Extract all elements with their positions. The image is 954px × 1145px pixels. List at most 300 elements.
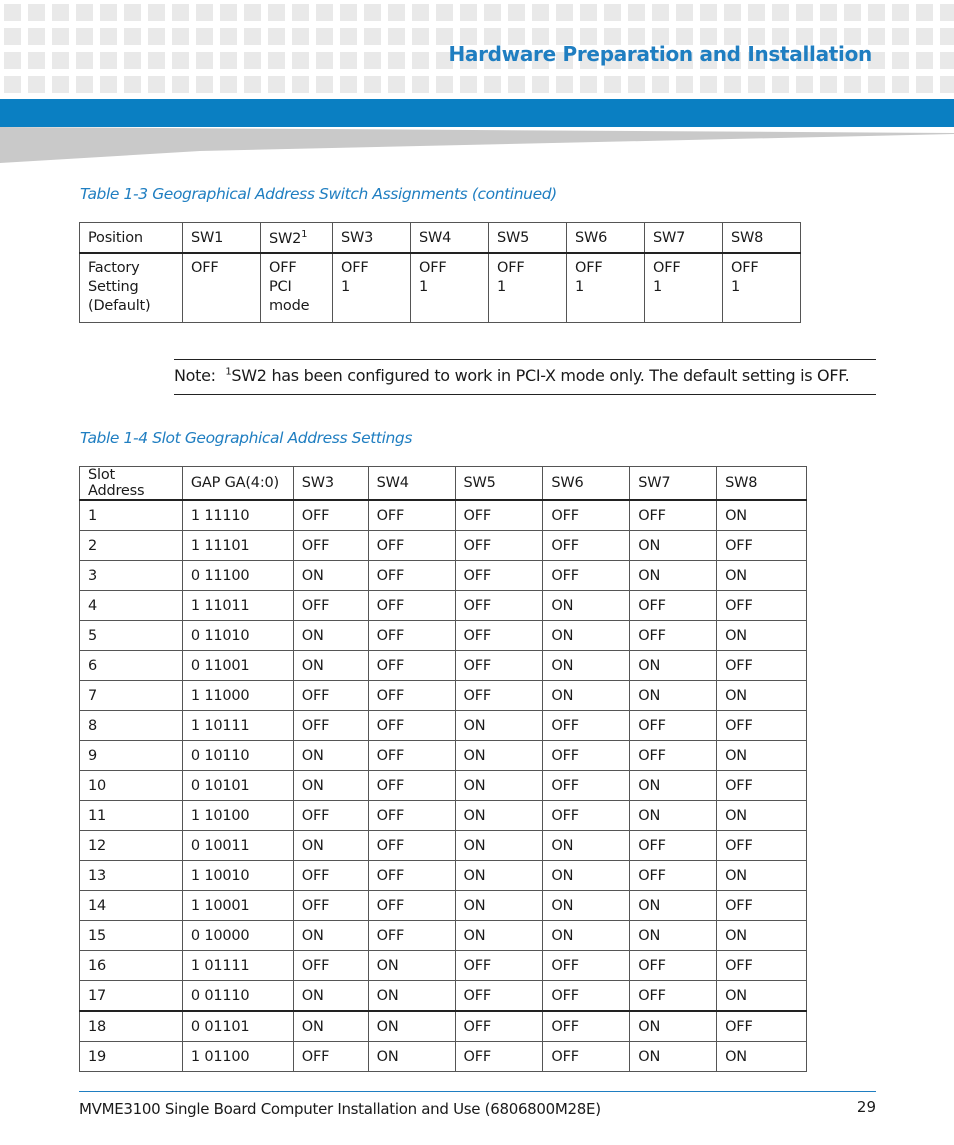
table-cell: 1 01100 bbox=[182, 1042, 293, 1072]
table-cell: 16 bbox=[80, 951, 183, 981]
cell-line: OFF bbox=[497, 260, 525, 276]
table-row bbox=[80, 621, 807, 651]
table-cell: OFF bbox=[455, 1011, 543, 1042]
table-cell: OFF bbox=[368, 531, 455, 561]
table-row bbox=[80, 771, 807, 801]
header-tile bbox=[484, 4, 501, 21]
table-row bbox=[80, 681, 807, 711]
table-cell: OFF bbox=[368, 801, 455, 831]
table-cell: OFF bbox=[543, 951, 630, 981]
table-cell: 1 11000 bbox=[182, 681, 293, 711]
table-cell: ON bbox=[543, 861, 630, 891]
table-row bbox=[80, 591, 807, 621]
table-cell: 19 bbox=[80, 1042, 183, 1072]
header-tile bbox=[124, 28, 141, 45]
header-cell: SW5 bbox=[455, 467, 543, 501]
table-cell: OFF bbox=[543, 1042, 630, 1072]
table-cell: ON bbox=[455, 711, 543, 741]
table-row bbox=[80, 651, 807, 681]
header-tile bbox=[220, 28, 237, 45]
table-cell: 0 01101 bbox=[182, 1011, 293, 1042]
table-cell: OFF bbox=[455, 621, 543, 651]
header-tile bbox=[340, 28, 357, 45]
header-tile bbox=[388, 52, 405, 69]
table-cell: ON bbox=[368, 1011, 455, 1042]
header-tile bbox=[892, 52, 909, 69]
table-cell: 7 bbox=[80, 681, 183, 711]
header-tile bbox=[676, 76, 693, 93]
header-tile bbox=[52, 4, 69, 21]
table-cell: ON bbox=[630, 891, 717, 921]
table-cell: OFF bbox=[368, 711, 455, 741]
table-cell: OFF bbox=[630, 741, 717, 771]
header-tile bbox=[220, 4, 237, 21]
table-cell: OFF bbox=[543, 531, 630, 561]
table-row bbox=[80, 253, 801, 323]
header-tile bbox=[148, 28, 165, 45]
table-cell: ON bbox=[717, 921, 807, 951]
cell-line: Factory bbox=[88, 260, 140, 276]
header-tile bbox=[76, 28, 93, 45]
table-cell: 1 10010 bbox=[182, 861, 293, 891]
table-cell: ON bbox=[717, 561, 807, 591]
header-cell: GAP GA(4:0) bbox=[182, 467, 293, 501]
header-tile bbox=[724, 4, 741, 21]
header-tile bbox=[172, 76, 189, 93]
header-tile bbox=[124, 76, 141, 93]
header-tile bbox=[76, 76, 93, 93]
table-cell: ON bbox=[293, 981, 368, 1012]
table-cell: OFF bbox=[293, 681, 368, 711]
header-tile bbox=[28, 4, 45, 21]
header-tile bbox=[196, 28, 213, 45]
table-cell: OFF bbox=[717, 591, 807, 621]
table-cell bbox=[567, 253, 645, 323]
table-cell: ON bbox=[293, 1011, 368, 1042]
header-tile bbox=[844, 4, 861, 21]
header-tile bbox=[412, 28, 429, 45]
header-tile bbox=[916, 52, 933, 69]
table-cell: ON bbox=[717, 741, 807, 771]
table-cell: 0 11010 bbox=[182, 621, 293, 651]
table-cell: ON bbox=[630, 801, 717, 831]
header-tile bbox=[244, 28, 261, 45]
header-tile bbox=[412, 52, 429, 69]
table-1-4-caption: Table 1-4 Slot Geographical Address Settings bbox=[80, 429, 413, 447]
table-1-3-caption: Table 1-3 Geographical Address Switch Assignments (continued) bbox=[80, 185, 557, 203]
header-cell: SW7 bbox=[630, 467, 717, 501]
header-tile bbox=[196, 52, 213, 69]
header-tile bbox=[940, 28, 954, 45]
table-cell: 9 bbox=[80, 741, 183, 771]
cell-line: mode bbox=[269, 298, 310, 314]
table-cell: ON bbox=[455, 921, 543, 951]
header-tile bbox=[196, 4, 213, 21]
table-cell: OFF bbox=[543, 771, 630, 801]
table-cell: 0 10000 bbox=[182, 921, 293, 951]
table-cell: ON bbox=[717, 981, 807, 1012]
table-cell: ON bbox=[543, 921, 630, 951]
table-cell: OFF bbox=[455, 561, 543, 591]
table-cell: ON bbox=[293, 741, 368, 771]
table-cell: OFF bbox=[293, 500, 368, 531]
header-tile bbox=[52, 52, 69, 69]
header-cell: Position bbox=[80, 223, 183, 254]
table-cell: OFF bbox=[368, 831, 455, 861]
header-tile bbox=[484, 76, 501, 93]
cell-line: OFF bbox=[269, 260, 297, 276]
table-cell: OFF bbox=[293, 891, 368, 921]
table-cell: ON bbox=[455, 861, 543, 891]
table-cell: OFF bbox=[717, 1011, 807, 1042]
header-tile bbox=[892, 76, 909, 93]
table-cell: 18 bbox=[80, 1011, 183, 1042]
header-cell: SW6 bbox=[543, 467, 630, 501]
table-cell bbox=[489, 253, 567, 323]
header-tile bbox=[820, 76, 837, 93]
table-cell: OFF bbox=[455, 531, 543, 561]
table-cell: OFF bbox=[368, 500, 455, 531]
header-tile bbox=[916, 76, 933, 93]
table-cell: ON bbox=[293, 621, 368, 651]
header-tile bbox=[4, 76, 21, 93]
header-tile bbox=[820, 4, 837, 21]
table-cell: 5 bbox=[80, 621, 183, 651]
table-cell: 1 bbox=[80, 500, 183, 531]
header-cell: SW5 bbox=[489, 223, 567, 254]
table-cell: ON bbox=[293, 831, 368, 861]
table-cell: OFF bbox=[717, 831, 807, 861]
footer-doc-title: MVME3100 Single Board Computer Installation and Use (6806800M28E) bbox=[79, 1100, 601, 1118]
note-label: Note: bbox=[174, 366, 216, 385]
table-cell: ON bbox=[455, 831, 543, 861]
table-cell: OFF bbox=[293, 801, 368, 831]
table-cell: 1 10100 bbox=[182, 801, 293, 831]
header-tile bbox=[892, 4, 909, 21]
table-cell: ON bbox=[543, 831, 630, 861]
header-tile bbox=[28, 28, 45, 45]
header-tile bbox=[148, 76, 165, 93]
header-tile bbox=[292, 76, 309, 93]
table-cell: ON bbox=[630, 921, 717, 951]
table-cell: 8 bbox=[80, 711, 183, 741]
header-tile bbox=[628, 76, 645, 93]
table-cell: ON bbox=[455, 801, 543, 831]
header-tile bbox=[916, 4, 933, 21]
table-cell: 15 bbox=[80, 921, 183, 951]
table-cell: ON bbox=[630, 681, 717, 711]
header-tile bbox=[532, 76, 549, 93]
table-cell bbox=[183, 253, 261, 323]
table-cell bbox=[261, 253, 333, 323]
header-tile bbox=[940, 76, 954, 93]
header-tile bbox=[460, 76, 477, 93]
table-cell: ON bbox=[717, 801, 807, 831]
table-cell: 0 01110 bbox=[182, 981, 293, 1012]
table-cell: OFF bbox=[455, 651, 543, 681]
table-row bbox=[80, 951, 807, 981]
cell-line: OFF bbox=[653, 260, 681, 276]
header-tile bbox=[316, 28, 333, 45]
header-tile bbox=[412, 4, 429, 21]
cell-line: 1 bbox=[419, 279, 429, 295]
header-tile bbox=[364, 4, 381, 21]
header-tile bbox=[340, 76, 357, 93]
header-cell: SW3 bbox=[293, 467, 368, 501]
header-cell: SW4 bbox=[411, 223, 489, 254]
header-tile bbox=[772, 4, 789, 21]
table-cell: ON bbox=[717, 1042, 807, 1072]
table-cell: ON bbox=[630, 651, 717, 681]
table-cell: 17 bbox=[80, 981, 183, 1012]
table-cell: ON bbox=[543, 621, 630, 651]
table-cell: ON bbox=[455, 741, 543, 771]
table-cell: 1 10111 bbox=[182, 711, 293, 741]
table-cell: 0 11001 bbox=[182, 651, 293, 681]
cell-line: 1 bbox=[341, 279, 351, 295]
table-cell: 1 11011 bbox=[182, 591, 293, 621]
table-row bbox=[80, 741, 807, 771]
table-cell: ON bbox=[293, 651, 368, 681]
header-cell-text: SW2 bbox=[269, 230, 302, 247]
header-tile bbox=[316, 52, 333, 69]
table-cell: OFF bbox=[717, 771, 807, 801]
header-tile bbox=[436, 76, 453, 93]
header-tile bbox=[364, 76, 381, 93]
header-tile bbox=[412, 76, 429, 93]
header-tile bbox=[556, 76, 573, 93]
table-cell bbox=[723, 253, 801, 323]
table-cell: OFF bbox=[455, 981, 543, 1012]
header-tile bbox=[268, 28, 285, 45]
table-cell: OFF bbox=[717, 951, 807, 981]
header-tile bbox=[316, 76, 333, 93]
table-cell: OFF bbox=[455, 1042, 543, 1072]
header-tile bbox=[388, 4, 405, 21]
table-cell: OFF bbox=[368, 591, 455, 621]
header-tile bbox=[196, 76, 213, 93]
table-cell: 12 bbox=[80, 831, 183, 861]
header-tile bbox=[556, 4, 573, 21]
header-cell: SW1 bbox=[183, 223, 261, 254]
header-tile bbox=[172, 52, 189, 69]
table-cell: OFF bbox=[543, 741, 630, 771]
table-cell: ON bbox=[630, 531, 717, 561]
header-cell: Slot Address bbox=[80, 467, 183, 501]
cell-line: (Default) bbox=[88, 298, 151, 314]
cell-line: OFF bbox=[419, 260, 447, 276]
table-row bbox=[80, 711, 807, 741]
header-tile bbox=[796, 76, 813, 93]
header-tile bbox=[364, 52, 381, 69]
table-cell: OFF bbox=[543, 561, 630, 591]
header-tile bbox=[148, 4, 165, 21]
header-tile bbox=[76, 52, 93, 69]
table-cell: OFF bbox=[368, 891, 455, 921]
header-tile bbox=[628, 4, 645, 21]
table-cell: 1 11101 bbox=[182, 531, 293, 561]
table-cell: OFF bbox=[368, 861, 455, 891]
table-cell: OFF bbox=[293, 951, 368, 981]
page-header-title: Hardware Preparation and Installation bbox=[448, 42, 872, 66]
cell-line: OFF bbox=[575, 260, 603, 276]
table-cell: ON bbox=[455, 771, 543, 801]
table-cell: OFF bbox=[455, 681, 543, 711]
table-cell: 6 bbox=[80, 651, 183, 681]
header-tile bbox=[868, 4, 885, 21]
header-tile bbox=[124, 52, 141, 69]
header-cell: SW7 bbox=[645, 223, 723, 254]
header-tile bbox=[604, 76, 621, 93]
header-tile bbox=[388, 76, 405, 93]
header-tile bbox=[940, 4, 954, 21]
table-cell: OFF bbox=[543, 1011, 630, 1042]
table-cell: OFF bbox=[293, 531, 368, 561]
header-tile bbox=[244, 52, 261, 69]
table-row bbox=[80, 1011, 807, 1042]
header-blue-bar bbox=[0, 99, 954, 127]
header-tile bbox=[4, 52, 21, 69]
table-cell: OFF bbox=[368, 741, 455, 771]
header-cell: SW6 bbox=[567, 223, 645, 254]
cell-line: PCI bbox=[269, 279, 292, 295]
header-tile bbox=[52, 28, 69, 45]
header-tile bbox=[436, 4, 453, 21]
table-cell: 0 11100 bbox=[182, 561, 293, 591]
header-cell: SW8 bbox=[723, 223, 801, 254]
header-tile bbox=[124, 4, 141, 21]
table-header-row bbox=[80, 223, 801, 254]
table-cell: 1 01111 bbox=[182, 951, 293, 981]
header-tile bbox=[676, 4, 693, 21]
table-cell: ON bbox=[630, 771, 717, 801]
table-cell: OFF bbox=[293, 1042, 368, 1072]
cell-line: Setting bbox=[88, 279, 139, 295]
header-tile bbox=[652, 76, 669, 93]
cell-line: OFF bbox=[191, 260, 219, 276]
header-tile bbox=[724, 76, 741, 93]
table-cell: 1 11110 bbox=[182, 500, 293, 531]
header-tile bbox=[268, 52, 285, 69]
table-cell: ON bbox=[717, 621, 807, 651]
header-tile bbox=[748, 76, 765, 93]
table-row bbox=[80, 891, 807, 921]
table-cell: OFF bbox=[630, 621, 717, 651]
header-tile bbox=[172, 4, 189, 21]
header-tile bbox=[4, 4, 21, 21]
table-cell: 1 10001 bbox=[182, 891, 293, 921]
header-cell: SW4 bbox=[368, 467, 455, 501]
header-tile bbox=[940, 52, 954, 69]
table-cell: OFF bbox=[455, 500, 543, 531]
page-number: 29 bbox=[856, 1098, 876, 1116]
table-row bbox=[80, 981, 807, 1012]
header-tile bbox=[100, 4, 117, 21]
header-tile bbox=[28, 76, 45, 93]
header-tile bbox=[460, 4, 477, 21]
header-tile bbox=[340, 4, 357, 21]
table-cell: OFF bbox=[368, 681, 455, 711]
table-cell: OFF bbox=[368, 921, 455, 951]
header-tile bbox=[844, 76, 861, 93]
table-cell: ON bbox=[543, 651, 630, 681]
table-header-row bbox=[80, 467, 807, 501]
table-cell: 0 10011 bbox=[182, 831, 293, 861]
header-tile bbox=[532, 4, 549, 21]
table-row bbox=[80, 801, 807, 831]
header-tile bbox=[508, 76, 525, 93]
table-cell: ON bbox=[630, 561, 717, 591]
table-cell bbox=[333, 253, 411, 323]
table-cell: OFF bbox=[293, 591, 368, 621]
table-row bbox=[80, 561, 807, 591]
table-row bbox=[80, 831, 807, 861]
table-cell: ON bbox=[368, 1042, 455, 1072]
header-tile bbox=[244, 76, 261, 93]
table-cell: ON bbox=[368, 951, 455, 981]
header-tile bbox=[100, 76, 117, 93]
header-tile bbox=[100, 28, 117, 45]
table-row bbox=[80, 1042, 807, 1072]
table-cell: OFF bbox=[455, 951, 543, 981]
header-tile bbox=[292, 28, 309, 45]
table-cell: ON bbox=[293, 771, 368, 801]
table-cell: OFF bbox=[543, 711, 630, 741]
table-cell: ON bbox=[455, 891, 543, 921]
header-tile bbox=[700, 76, 717, 93]
header-tile bbox=[220, 52, 237, 69]
table-row bbox=[80, 861, 807, 891]
cell-line: 1 bbox=[653, 279, 663, 295]
table-cell: ON bbox=[630, 1042, 717, 1072]
table-cell: ON bbox=[293, 921, 368, 951]
table-cell: OFF bbox=[455, 591, 543, 621]
table-cell: OFF bbox=[543, 981, 630, 1012]
header-tile bbox=[364, 28, 381, 45]
header-cell: SW8 bbox=[717, 467, 807, 501]
header-tile bbox=[508, 4, 525, 21]
table-cell: OFF bbox=[293, 711, 368, 741]
table-cell: OFF bbox=[630, 861, 717, 891]
table-cell: ON bbox=[368, 981, 455, 1012]
table-cell: OFF bbox=[630, 711, 717, 741]
cell-line: OFF bbox=[731, 260, 759, 276]
note-text: SW2 has been configured to work in PCI-X mode only. The default setting is OFF. bbox=[231, 366, 850, 385]
header-tile bbox=[700, 4, 717, 21]
table-cell: ON bbox=[717, 681, 807, 711]
header-tile bbox=[244, 4, 261, 21]
footnote-marker: 1 bbox=[225, 366, 232, 378]
header-tile bbox=[340, 52, 357, 69]
footnote-marker: 1 bbox=[301, 228, 308, 240]
header-tile bbox=[868, 76, 885, 93]
header-tile bbox=[148, 52, 165, 69]
header-tile bbox=[580, 4, 597, 21]
footer-rule bbox=[79, 1091, 876, 1092]
table-cell: ON bbox=[543, 591, 630, 621]
header-tile bbox=[892, 28, 909, 45]
slot-address-table bbox=[79, 466, 807, 1072]
table-cell: OFF bbox=[717, 531, 807, 561]
table-cell: OFF bbox=[630, 831, 717, 861]
header-tile bbox=[268, 4, 285, 21]
table-cell: OFF bbox=[368, 561, 455, 591]
table-cell: 10 bbox=[80, 771, 183, 801]
table-row bbox=[80, 921, 807, 951]
table-cell: ON bbox=[293, 561, 368, 591]
table-cell: 4 bbox=[80, 591, 183, 621]
header-tile bbox=[52, 76, 69, 93]
